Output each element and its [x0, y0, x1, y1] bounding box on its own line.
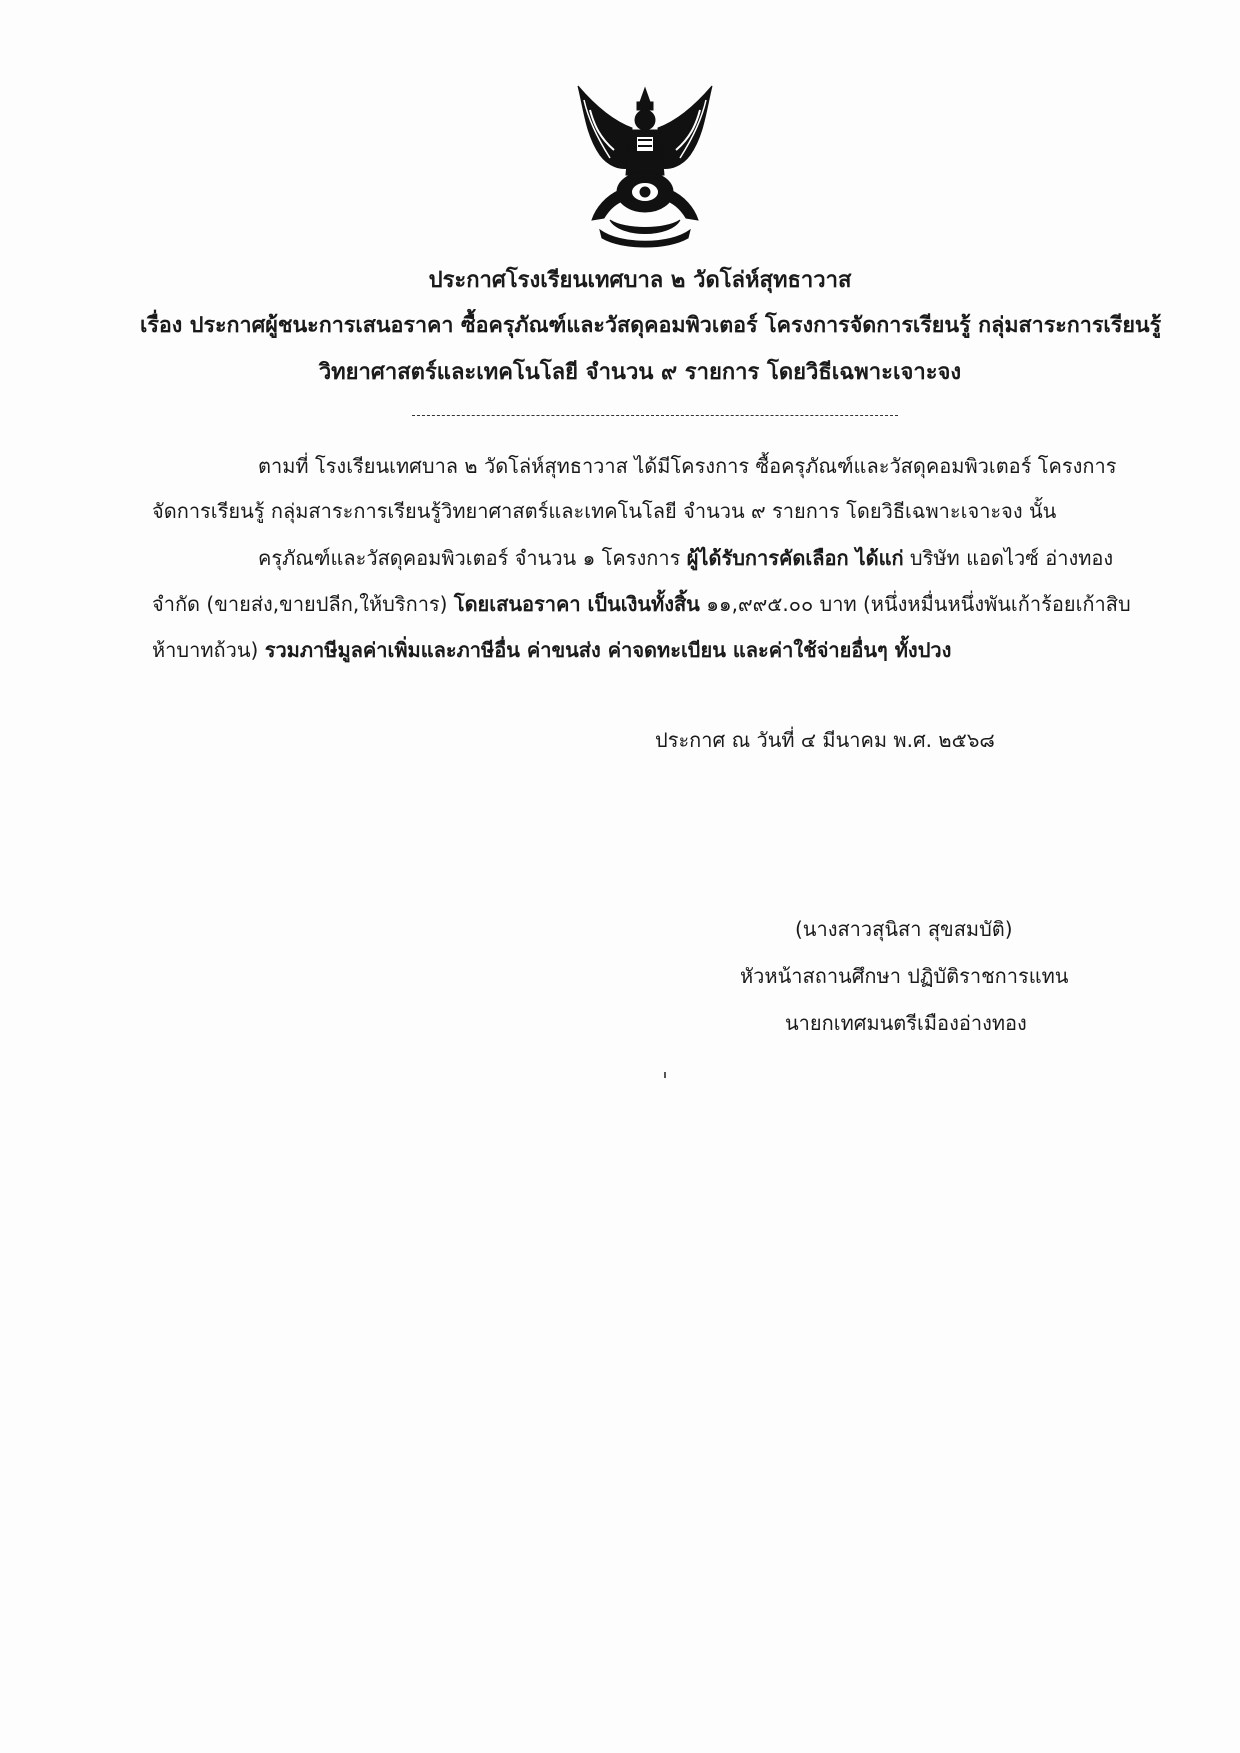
item-description: ครุภัณฑ์และวัสดุคอมพิวเตอร์ จำนวน ๑ โครงการ	[258, 546, 687, 570]
inclusive-note: รวมภาษีมูลค่าเพิ่มและภาษีอื่น ค่าขนส่ง ค่าจดทะเบียน และค่าใช้จ่ายอื่นๆ ทั้งปวง	[264, 638, 952, 662]
divider	[412, 415, 898, 416]
paragraph-2-line-3	[152, 634, 951, 666]
amount-words-end: ห้าบาทถ้วน)	[152, 638, 265, 662]
paragraph-2-line-2	[152, 588, 1131, 620]
signatory-position-2: นายกเทศมนตรีเมืองอ่างทอง	[785, 1011, 1027, 1035]
garuda-emblem-icon	[570, 80, 720, 250]
signatory-name: (นางสาวสุนิสา สุขสมบัติ)	[795, 917, 1013, 941]
subject-line-2: วิทยาศาสตร์และเทคโนโลยี จำนวน ๙ รายการ โดยวิธีเฉพาะเจาะจง	[318, 360, 962, 385]
announcement-title: ประกาศโรงเรียนเทศบาล ๒ วัดโล่ห์สุทธาวาส	[428, 268, 852, 293]
announcement-date: ประกาศ ณ วันที่ ๔ มีนาคม พ.ศ. ๒๕๖๘	[655, 728, 995, 752]
selected-label: ผู้ได้รับการคัดเลือก ได้แก่	[686, 546, 904, 570]
signatory-position-1: หัวหน้าสถานศึกษา ปฏิบัติราชการแทน	[740, 964, 1069, 988]
company-name: บริษัท แอดไวซ์ อ่างทอง	[903, 546, 1114, 570]
paragraph-1-line-1: ตามที่ โรงเรียนเทศบาล ๒ วัดโล่ห์สุทธาวาส ได้มีโครงการ ซื้อครุภัณฑ์และวัสดุคอมพิวเตอร์ โครงการ	[258, 454, 1117, 478]
scan-speck	[664, 1072, 666, 1078]
subject-line-1: เรื่อง ประกาศผู้ชนะการเสนอราคา ซื้อครุภัณฑ์และวัสดุคอมพิวเตอร์ โครงการจัดการเรียนรู้ กลุ่มสาระการเรียนรู้	[140, 313, 1162, 338]
paragraph-1-line-2: จัดการเรียนรู้ กลุ่มสาระการเรียนรู้วิทยาศาสตร์และเทคโนโลยี จำนวน ๙ รายการ โดยวิธีเฉพาะเจาะจง นั้น	[152, 499, 1057, 523]
price-label: โดยเสนอราคา เป็นเงินทั้งสิ้น	[453, 592, 700, 616]
price-amount: ๑๑,๙๙๕.๐๐ บาท (หนึ่งหมื่นหนึ่งพันเก้าร้อยเก้าสิบ	[699, 592, 1131, 616]
company-type: จำกัด (ขายส่ง,ขายปลีก,ให้บริการ)	[152, 592, 454, 616]
paragraph-2-line-1	[258, 542, 1113, 574]
